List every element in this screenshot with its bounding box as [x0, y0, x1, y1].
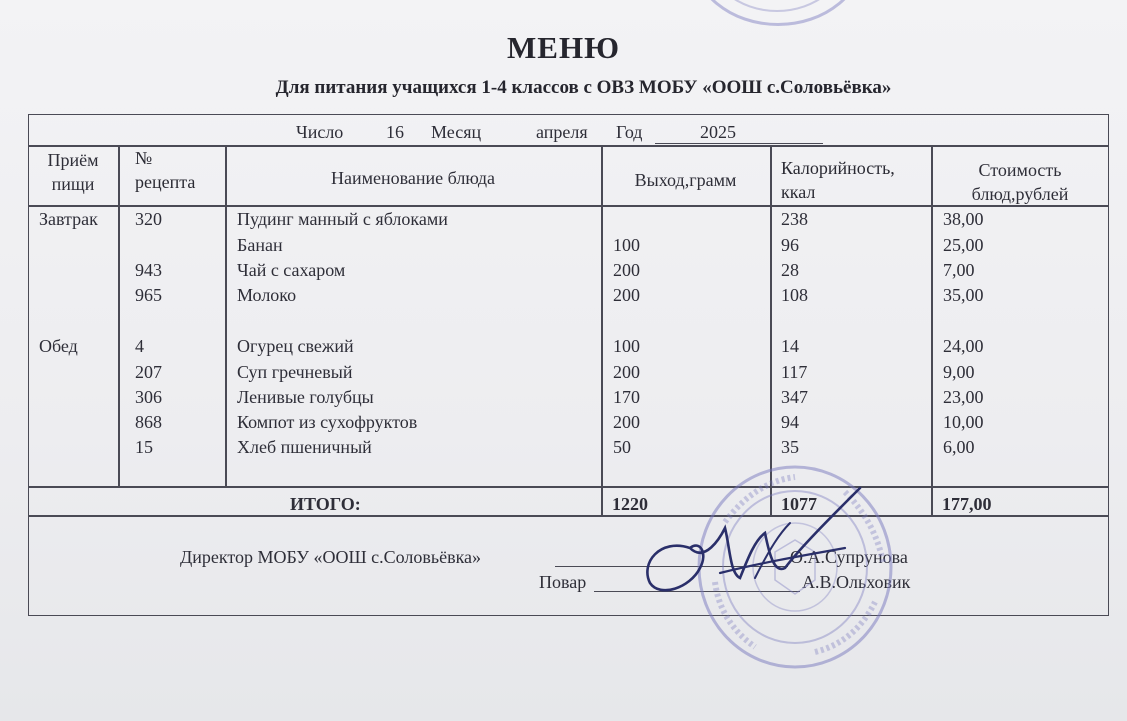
header-meal [28, 148, 118, 196]
header-cost-line1: Стоимость [978, 160, 1062, 180]
cell-kcal: 117 [781, 362, 808, 382]
cell-kcal: 108 [781, 285, 808, 305]
cell-cost: 35,00 [943, 285, 984, 305]
cell-recipe: 4 [135, 336, 144, 356]
cell-dish: Чай с сахаром [237, 260, 346, 280]
cell-cost: 9,00 [943, 362, 975, 382]
divider-col-yield [770, 145, 772, 515]
cell-recipe: 306 [135, 387, 162, 407]
day-label: Число [296, 122, 344, 142]
cell-yield: 200 [613, 285, 640, 305]
cell-kcal: 238 [781, 209, 808, 229]
header-meal-line1: Приём [47, 150, 99, 170]
cell-recipe: 320 [135, 209, 162, 229]
cell-yield: 50 [613, 437, 631, 457]
total-yield: 1220 [612, 494, 648, 514]
cell-kcal: 94 [781, 412, 799, 432]
year-underline [655, 143, 823, 144]
year-label: Год [616, 122, 643, 142]
month-label: Месяц [431, 122, 482, 142]
cell-recipe: 15 [135, 437, 153, 457]
cell-meal: Обед [39, 336, 78, 356]
divider-col-meal [118, 145, 120, 486]
header-recipe-line2: рецепта [135, 172, 196, 192]
header-recipe [135, 146, 195, 194]
header-recipe-line1: № [135, 148, 153, 168]
cell-yield: 100 [613, 235, 640, 255]
divider-col-dish [601, 145, 603, 515]
total-kcal: 1077 [781, 494, 817, 514]
header-kcal-line2: ккал [781, 182, 816, 202]
cook-name: А.В.Ольховик [802, 572, 911, 592]
total-cost: 177,00 [942, 494, 992, 514]
header-yield: Выход,грамм [634, 170, 737, 190]
cell-kcal: 14 [781, 336, 799, 356]
cell-yield: 200 [613, 412, 640, 432]
cell-kcal: 35 [781, 437, 799, 457]
cell-dish: Компот из сухофруктов [237, 412, 418, 432]
cell-recipe: 943 [135, 260, 162, 280]
header-cost [931, 158, 1109, 206]
cell-dish: Суп гречневый [237, 362, 353, 382]
header-cost-line2: блюд,рублей [971, 184, 1069, 204]
cell-dish: Ленивые голубцы [237, 387, 374, 407]
cell-kcal: 347 [781, 387, 808, 407]
day-value: 16 [386, 122, 404, 142]
director-name: О.А.Супрунова [790, 547, 908, 567]
cell-dish: Хлеб пшеничный [237, 437, 372, 457]
cell-yield: 100 [613, 336, 640, 356]
cell-cost: 23,00 [943, 387, 984, 407]
cell-cost: 25,00 [943, 235, 984, 255]
total-label: ИТОГО: [290, 494, 361, 514]
cell-kcal: 28 [781, 260, 799, 280]
document-title: МЕНЮ [507, 30, 620, 65]
cell-yield: 200 [613, 260, 640, 280]
cell-meal: Завтрак [39, 209, 98, 229]
cook-label: Повар [539, 572, 587, 592]
cell-recipe: 868 [135, 412, 162, 432]
handwritten-signature [630, 478, 870, 608]
cell-yield: 170 [613, 387, 640, 407]
cell-cost: 10,00 [943, 412, 984, 432]
cell-recipe: 207 [135, 362, 162, 382]
cell-cost: 38,00 [943, 209, 984, 229]
document-subtitle: Для питания учащихся 1-4 классов с ОВЗ МОБУ «ООШ с.Соловьёвка» [275, 77, 892, 98]
cell-yield: 200 [613, 362, 640, 382]
cell-dish: Огурец свежий [237, 336, 354, 356]
cell-recipe: 965 [135, 285, 162, 305]
director-label: Директор МОБУ «ООШ с.Соловьёвка» [180, 547, 482, 567]
header-dish: Наименование блюда [330, 168, 495, 188]
year-value: 2025 [700, 122, 736, 142]
header-kcal-line1: Калорийность, [781, 158, 895, 178]
cell-dish: Молоко [237, 285, 297, 305]
cell-cost: 24,00 [943, 336, 984, 356]
cell-kcal: 96 [781, 235, 799, 255]
header-kcal [781, 156, 895, 204]
divider-col-recipe [225, 145, 227, 486]
cell-dish: Пудинг манный с яблоками [237, 209, 448, 229]
header-meal-line2: пищи [51, 174, 95, 194]
cell-dish: Банан [237, 235, 283, 255]
divider-total-top [28, 486, 1109, 488]
month-value: апреля [536, 122, 588, 142]
cell-cost: 6,00 [943, 437, 975, 457]
cell-cost: 7,00 [943, 260, 975, 280]
